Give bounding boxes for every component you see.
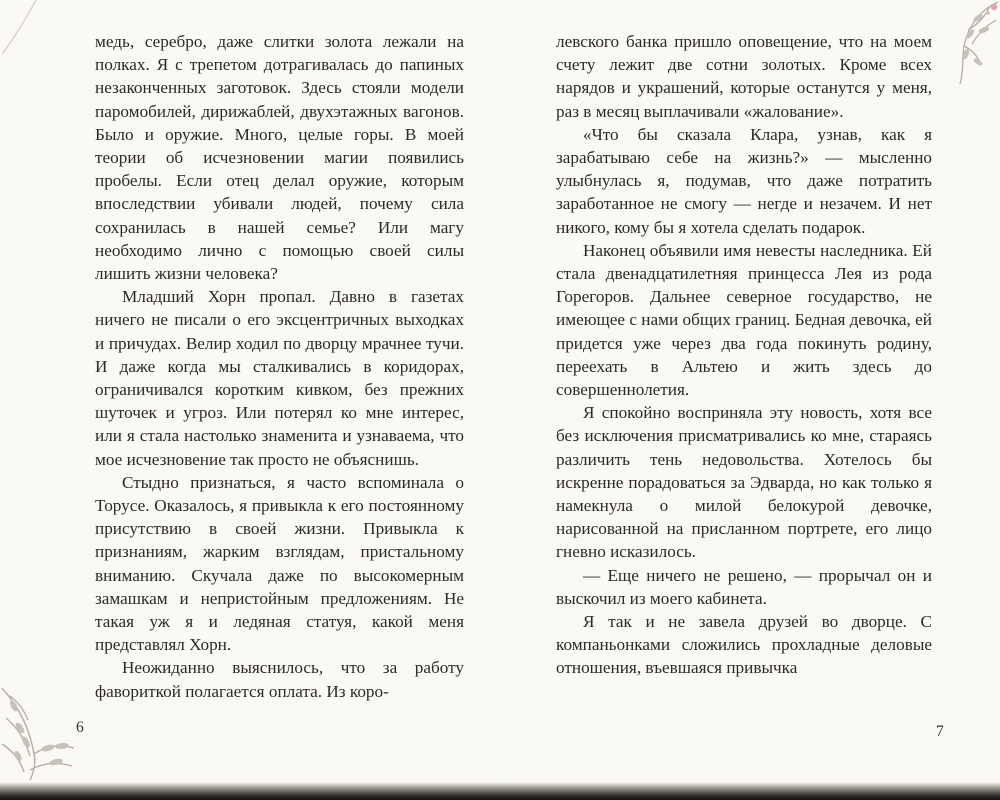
left-page-text: [95, 30, 464, 703]
paragraph: — Еще ничего не решено, — прорычал он и выскочил из моего кабинета.: [556, 565, 932, 608]
paragraph: Наконец объявили имя невесты наследника. Ей стала двенадцатилетняя принцесса Лея из рода Горегоров. Дальнее северное государство, не имеющее с нами общих границ. Бедная девочка, ей придется уже через два года покинуть родину, переехать в Альтею и жить здесь до совершеннолетия.: [556, 240, 932, 400]
page-number-left: 6: [76, 719, 84, 736]
paragraph: Младший Хорн пропал. Давно в газетах ничего не писали о его эксцентричных выходках и причудах. Велир ходил по дворцу мрачнее тучи. И даже когда мы сталкивались в коридорах, ограничивался коротким кивком, без прежних шуточек и угроз. Или потерял ко мне интерес, или я стала настолько знаменита и узнаваема, что мое исчезновение так просто не объяснишь.: [95, 287, 464, 469]
right-page-text: [556, 30, 932, 680]
page-number-right: 7: [936, 723, 944, 740]
paragraph: Я спокойно восприняла эту новость, хотя все без исключения присматривались ко мне, стараясь различить тень недовольства. Хотелось бы искренне порадоваться за Эдварда, но как только я намекнула о милой белокурой девочке, нарисованной на присланном портрете, его лицо гневно исказилось.: [556, 403, 932, 562]
paragraph: медь, серебро, даже слитки золота лежали на полках. Я с трепетом дотрагивалась до папиных незаконченных заготовок. Здесь стояли модели паромобилей, дирижаблей, двухэтажных вагонов. Было и оружие. Много, целые горы. В моей теории об исчезновении магии появились пробелы. Если отец делал оружие, которым впоследствии убивали людей, почему сила сохранилась в нашей семье? Или магу необходимо лично с помощью своей силы лишить жизни человека?: [95, 32, 464, 284]
book-edge-shadow: [0, 782, 1000, 800]
paragraph: «Что бы сказала Клара, узнав, как я зарабатываю себе на жизнь?» — мысленно улыбнулась я, подумав, что даже потратить заработанное не смогу — негде и незачем. И нет никого, кому бы я хотела сделать подарок.: [556, 124, 932, 237]
paragraph: Неожиданно выяснилось, что за работу фавориткой полагается оплата. Из коро-: [95, 658, 464, 701]
page-curl-line-icon: [0, 0, 42, 72]
paragraph: левского банка пришло оповещение, что на моем счету лежит две сотни золотых. Кроме всех нарядов и украшений, которые останутся у меня, раз в месяц выплачивали «жалование».: [556, 32, 932, 121]
paragraph: Стыдно признаться, я часто вспоминала о Торусе. Оказалось, я привыкла к его постоянному присутствию в своей жизни. Привыкла к признаниям, жарким взглядам, пристальному вниманию. Скучала даже по высокомерным замашкам и непристойным предложениям. Не такая уж я и ледяная статуя, какой меня представлял Хорн.: [95, 472, 464, 655]
paragraph: Я так и не завела друзей во дворце. С компаньонками сложились прохладные деловые отношения, въевшаяся привычка: [556, 612, 932, 678]
